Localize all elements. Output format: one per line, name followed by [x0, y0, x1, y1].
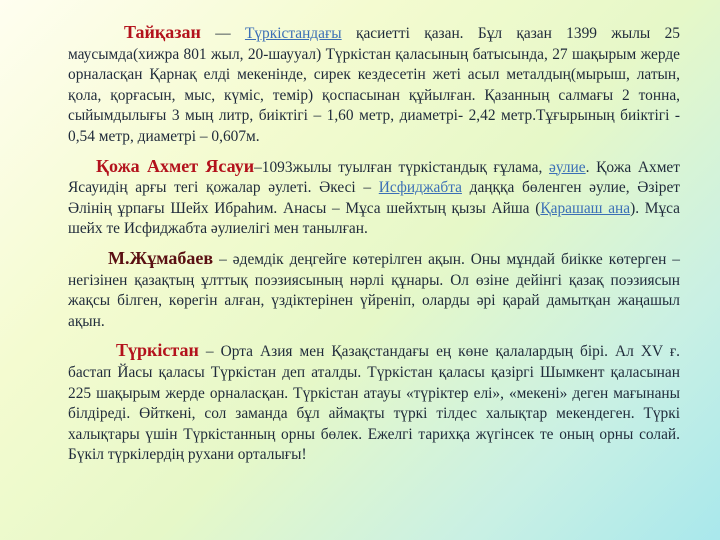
term-turkistan: Түркістан [116, 340, 199, 361]
text-segment: – Орта Азия мен Қазақстандағы ең көне қалалардың бірі. Ал XV ғ. бастап Йасы қаласы Түркістан деп аталды. Түркістан қаласы қазіргі Шымкент қаласынан 225 шақырым жерде орналасқан. Түркістан атауы «түріктер елі», «мекені» деген мағынаны білдіреді. Өйткені, сол заманда бұл аймақты түркі тілдес халықтар мекендеген. Түркі халықтары үшін Түркістанның орны бөлек. Ежелгі тарихқа жүгінсек те оның орны солай. Бүкіл түркілердің рухани орталығы! [68, 343, 680, 464]
paragraph-turkistan [68, 340, 680, 466]
text-segment: – әдемдік деңгейге көтерілген ақын. Оны мұндай биікке көтерген – негізінен қазақтың ұлттық поэзиясының нәрлі құнары. Ол өзіне дейінгі қазақ поэзиясын жақсы білген, көрегін алған, үздіктерінен үйреніп, оларды әрі қарай дамытқан жаңашыл ақын. [68, 250, 680, 330]
paragraph-zhumabaev [68, 248, 680, 332]
paragraph-taikazan [68, 22, 680, 148]
term-zhumabaev: М.Жұмабаев [108, 247, 214, 268]
text-segment: –1093жылы туылған түркістандық ғұлама, [254, 158, 550, 176]
text-segment: ). Мұса шейх те Исфиджабта әулиелігі мен танылған. [68, 199, 680, 238]
text-segment: даңққа бөленген әулие, Әзірет Әлінің ұрпағы Шейх Ибраһим. Анасы – Мұса шейхтың қызы Айша ( [68, 179, 680, 217]
text-segment: . Қожа Ахмет Ясауидің арғы тегі қожалар әулеті. Әкесі – [68, 158, 680, 197]
link-auliye[interactable]: әулие [549, 158, 586, 176]
link-isfijab[interactable]: Исфиджабта [378, 179, 462, 197]
link-karashash-ana[interactable]: Қарашаш ана [540, 199, 631, 217]
term-taikazan: Тайқазан [124, 22, 201, 42]
text-segment: қасиетті қазан. Бұл қазан 1399 жылы 25 маусымда(хижра 801 жыл, 20-шаууал) Түркістан қаласының батысында, 27 шақырым жерде орналасқан Қарнақ елді мекенінде, сирек кездесетін жеті асыл металдың(мырыш, латын, қола, қорғасын, мыс, күміс, темір) қоспасынан құйылған. Қазанның салмағы 2 тонна, сыйымдылығы 3 мың литр, биіктігі – 1,60 метр, диаметрі- 2,42 метр.Тұғырының биіктігі - 0,54 метр, диаметрі – 0,607м. [68, 25, 680, 145]
link-turkistan[interactable]: Түркістандағы [244, 25, 342, 42]
text-segment: — [200, 25, 245, 42]
slide-content [68, 22, 680, 474]
term-yasawi: Қожа Ахмет Ясауи [96, 155, 255, 176]
paragraph-yasawi [68, 156, 680, 240]
